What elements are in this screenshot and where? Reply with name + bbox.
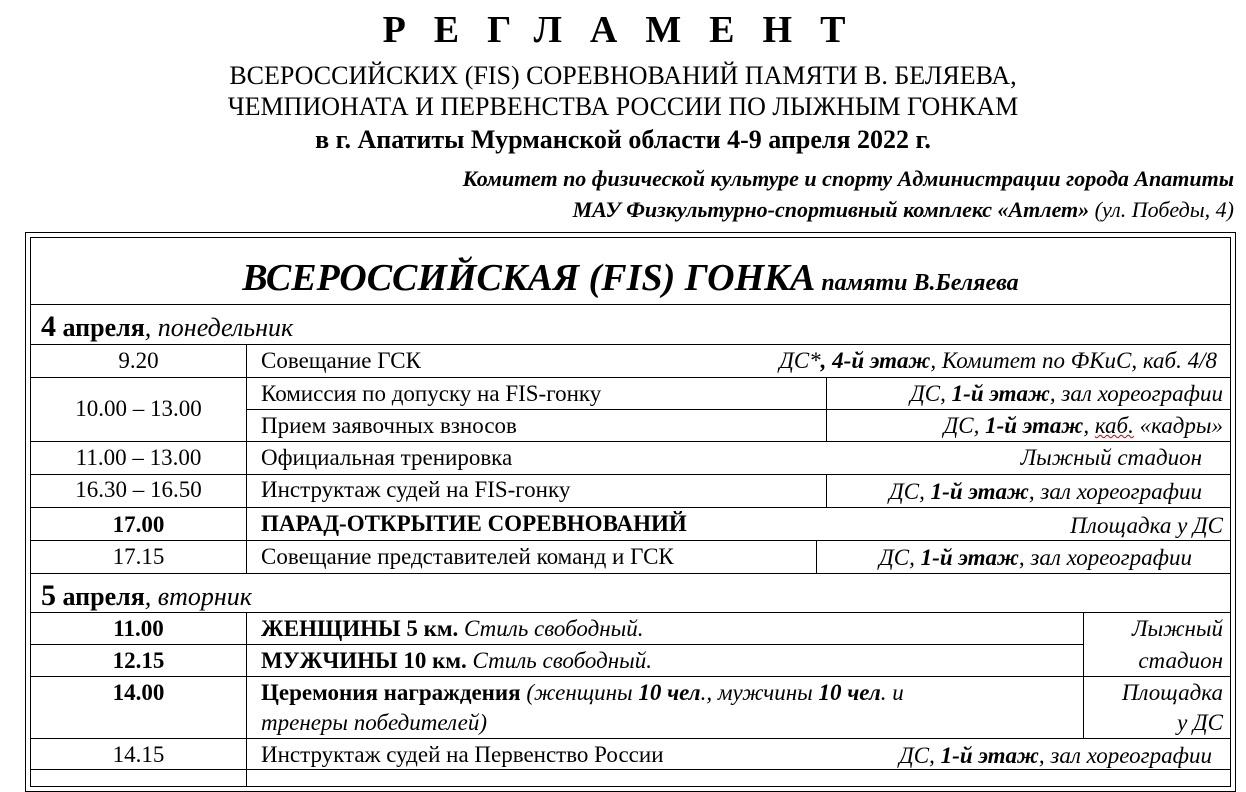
header-line-1: ВСЕРОССИЙСКИХ (FIS) СОРЕВНОВАНИЙ ПАМЯТИ В. БЕЛЯЕВА,	[229, 61, 1017, 90]
event-cell	[261, 614, 643, 644]
day-weekday: , вторник	[144, 582, 252, 611]
event-cell: Совещание представителей команд и ГСК	[261, 544, 674, 569]
event-style: Стиль свободный.	[458, 616, 644, 641]
divider	[31, 377, 1230, 378]
divider	[31, 304, 1230, 305]
location-part: ДС,	[910, 381, 952, 406]
location-cell	[889, 477, 1202, 507]
event-cell: Инструктаж судей на Первенство России	[261, 742, 664, 767]
race-title-main: ВСЕРОССИЙСКАЯ (FIS) ГОНКА	[242, 257, 816, 299]
day-heading-2	[41, 581, 252, 612]
location-cell: у ДС	[1177, 710, 1223, 735]
event-count: 10 чел	[818, 680, 881, 705]
event-detail: (женщины	[520, 680, 639, 705]
location-room: каб.	[1094, 413, 1134, 438]
event-cell: Совещание ГСК	[261, 348, 421, 373]
divider	[31, 344, 1230, 345]
location-floor: 1-й этаж	[920, 545, 1019, 570]
event-cell	[261, 646, 652, 676]
divider	[31, 507, 1230, 508]
time-cell: 11.00 – 13.00	[75, 445, 202, 470]
time-cell: 16.30 – 16.50	[75, 477, 202, 502]
location-part: ДС,	[899, 743, 941, 768]
divider	[31, 540, 1230, 541]
header-line-3: в г. Апатиты Мурманской области 4-9 апреля 2022 г.	[315, 125, 931, 154]
event-count: 10 чел	[638, 680, 701, 705]
day-month: апреля	[56, 313, 145, 342]
event-detail: . и	[880, 680, 904, 705]
event-cell-continued: тренеры победителей)	[261, 710, 488, 735]
event-detail: ., мужчины	[700, 680, 819, 705]
location-part: ДС,	[943, 413, 986, 438]
schedule-frame	[25, 232, 1236, 792]
document-title: РЕГЛАМЕНТ	[382, 9, 874, 51]
race-title-sub: памяти В.Беляева	[815, 270, 1019, 296]
location-floor: 1-й этаж	[930, 479, 1029, 504]
location-part: «кадры»	[1133, 413, 1223, 438]
day-number: 5	[41, 579, 56, 612]
divider	[246, 409, 1230, 410]
day-weekday: , понедельник	[144, 313, 294, 342]
location-cell: Площадка у ДС	[1070, 513, 1223, 538]
location-cell	[779, 346, 1217, 376]
location-part: ДС,	[889, 479, 931, 504]
location-floor: 1-й этаж	[940, 743, 1039, 768]
organizer-1: Комитет по физической культуре и спорту Администрации города Апатиты	[462, 166, 1234, 191]
day-number: 4	[41, 310, 56, 343]
event-title: Церемония награждения	[261, 680, 521, 705]
location-cell: Лыжный стадион	[1020, 445, 1202, 470]
schedule-table	[30, 237, 1231, 787]
location-part: , зал хореографии	[1018, 545, 1192, 570]
location-room: каб. 4/8	[1142, 348, 1217, 373]
event-cell: Комиссия по допуску на FIS-гонку	[261, 381, 602, 406]
location-cell	[910, 379, 1223, 409]
location-part: , зал хореографии	[1049, 381, 1223, 406]
event-cell: ПАРАД-ОТКРЫТИЕ СОРЕВНОВАНИЙ	[261, 511, 687, 536]
event-style: Стиль свободный.	[466, 648, 652, 673]
location-part: , зал хореографии	[1028, 479, 1202, 504]
event-cell: Официальная тренировка	[261, 445, 513, 470]
divider	[31, 644, 1083, 645]
divider	[31, 738, 1230, 739]
organizer-2-address: (ул. Победы, 4)	[1089, 197, 1234, 222]
column-divider	[246, 612, 247, 787]
divider	[31, 573, 1230, 574]
time-cell: 12.15	[112, 648, 165, 673]
time-cell: 9.20	[118, 348, 159, 373]
event-cell: Инструктаж судей на FIS-гонку	[261, 477, 571, 502]
location-floor: 1-й этаж	[951, 381, 1050, 406]
event-title: МУЖЧИНЫ 10 км.	[261, 648, 467, 673]
time-cell: 14.15	[112, 742, 165, 767]
event-cell: Прием заявочных взносов	[261, 413, 517, 438]
location-part: ДС*	[779, 348, 821, 373]
event-cell	[261, 678, 904, 708]
header-line-2: ЧЕМПИОНАТА И ПЕРВЕНСТВА РОССИИ ПО ЛЫЖНЫМ ГОНКАМ	[227, 92, 1019, 121]
organizer-2	[573, 196, 1234, 224]
location-cell: Лыжный	[1131, 616, 1223, 641]
location-cell: стадион	[1138, 648, 1223, 673]
location-cell	[944, 411, 1223, 441]
race-title	[31, 256, 1230, 300]
column-divider	[1083, 612, 1084, 738]
location-floor: , 4-й этаж	[820, 348, 931, 373]
location-part: , зал хореографии	[1038, 743, 1212, 768]
location-part: ДС,	[879, 545, 921, 570]
location-part: ,	[1083, 413, 1095, 438]
time-cell: 14.00	[112, 680, 165, 705]
location-part: , Комитет по ФКиС,	[930, 348, 1143, 373]
column-divider	[826, 474, 827, 507]
location-cell	[899, 741, 1212, 771]
day-month: апреля	[56, 582, 145, 611]
organizer-2-name: МАУ Физкультурно-спортивный комплекс «Атлет»	[572, 197, 1090, 222]
location-cell	[879, 543, 1192, 573]
time-cell: 17.00	[112, 512, 165, 537]
divider	[31, 441, 1230, 442]
column-divider	[816, 540, 817, 573]
location-cell: Площадка	[1121, 680, 1223, 705]
time-cell: 10.00 – 13.00	[75, 396, 202, 421]
time-cell: 11.00	[113, 616, 164, 641]
time-cell: 17.15	[112, 544, 165, 569]
divider	[31, 612, 1230, 613]
divider	[31, 769, 1230, 770]
day-heading-1	[41, 312, 293, 343]
divider	[31, 676, 1230, 677]
location-floor: 1-й этаж	[985, 413, 1084, 438]
event-title: ЖЕНЩИНЫ 5 км.	[261, 616, 459, 641]
column-divider	[246, 344, 247, 573]
